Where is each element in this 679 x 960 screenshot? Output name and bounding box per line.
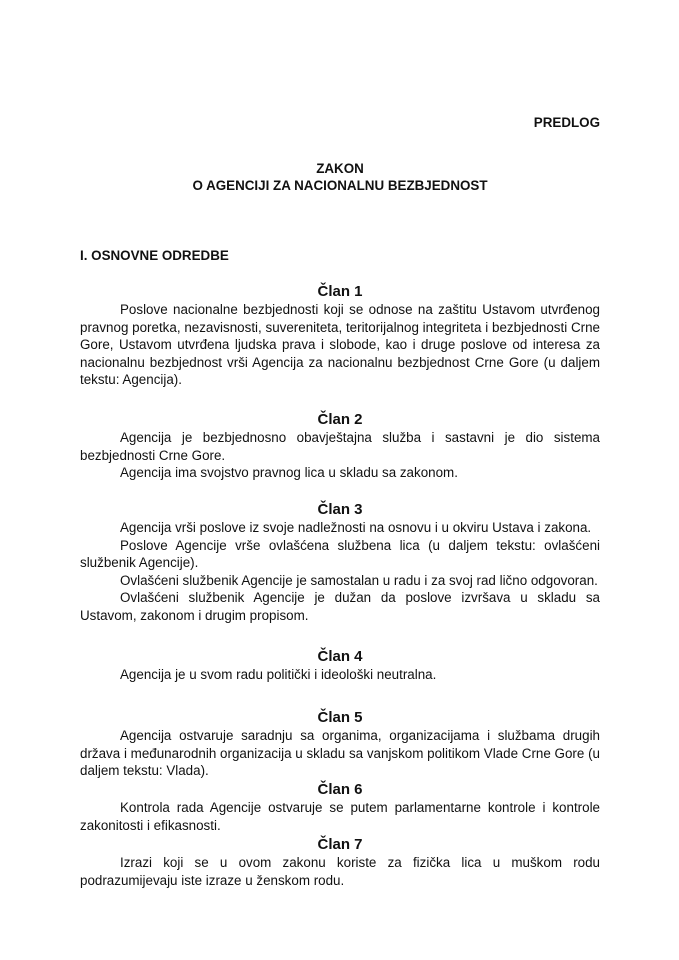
article-paragraph: Poslove Agencije vrše ovlašćena službena lica (u daljem tekstu: ovlašćeni službenik Agencije). [80,537,600,571]
article-paragraph: Agencija ima svojstvo pravnog lica u skladu sa zakonom. [120,465,458,481]
article-6 [80,781,600,834]
article-paragraph: Ovlašćeni službenik Agencije je dužan da poslove izvršava u skladu sa Ustavom, zakonom i drugim propisom. [80,590,600,623]
article-1 [80,283,600,389]
article-4 [80,648,600,684]
article-paragraph: Agencija je bezbjednosno obavještajna služba i sastavni je dio sistema bezbjednosti Crne Gore. [80,430,600,463]
article-title: Član 6 [317,781,363,798]
article-3 [80,501,600,625]
law-subtitle: O AGENCIJI ZA NACIONALNU BEZBJEDNOST [192,178,488,193]
document-label: PREDLOG [533,115,600,130]
article-title: Član 4 [317,648,363,665]
article-title: Član 7 [317,836,363,853]
article-title: Član 1 [317,283,363,300]
article-paragraph: Agencija vrši poslove iz svoje nadležnosti na osnovu i u okviru Ustava i zakona. [120,520,592,535]
section-title: I. OSNOVNE ODREDBE [80,248,229,263]
article-paragraph: Poslove nacionalne bezbjednosti koji se odnose na zaštitu Ustavom utvrđenog pravnog poretka, nezavisnosti, suvereniteta, teritorijalnog integriteta i bezbjednosti Crne Gore, Ustavom utvrđena ljudska prava i slobode, kao i druge poslove od interesa za nacionalnu bezbjednost vrši Agencija za nacionalnu bezbjednost Crne Gore (u daljem tekstu: Agencija). [80,302,600,388]
article-2 [80,411,600,482]
article-title: Član 5 [317,709,363,726]
article-title: Član 3 [317,501,363,518]
article-paragraph: Kontrola rada Agencije ostvaruje se putem parlamentarne kontrole i kontrole zakonitosti i efikasnosti. [80,800,600,833]
article-paragraph: Agencija je u svom radu politički i ideološki neutralna. [120,667,437,682]
article-5 [80,709,600,780]
article-7 [80,836,600,889]
article-title: Član 2 [317,411,363,428]
law-title: ZAKON [316,161,364,176]
article-paragraph: Izrazi koji se u ovom zakonu koriste za fizička lica u muškom rodu podrazumijevaju iste izraze u ženskom rodu. [80,855,600,888]
article-paragraph: Agencija ostvaruje saradnju sa organima, organizacijama i službama drugih država i međunarodnih organizacija u skladu sa vanjskom politikom Vlade Crne Gore (u daljem tekstu: Vlada). [80,728,600,779]
article-paragraph: Ovlašćeni službenik Agencije je samostalan u radu i za svoj rad lično odgovoran. [120,572,598,588]
